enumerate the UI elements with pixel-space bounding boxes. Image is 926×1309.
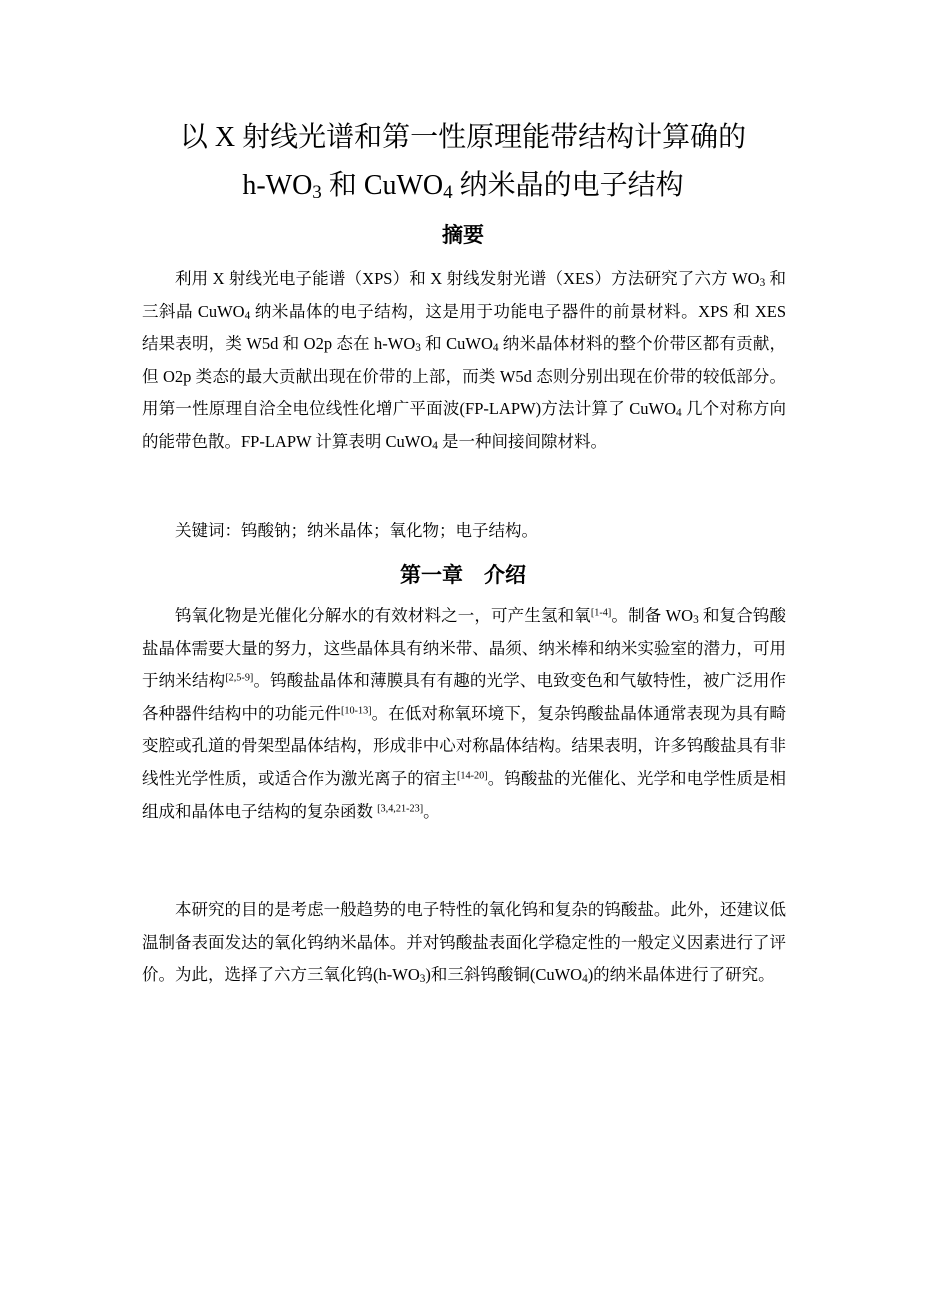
abstract-text: 和 CuWO <box>420 334 493 354</box>
abstract-text: 和三斜晶 CuWO <box>142 269 786 321</box>
intro-paragraph-1 <box>142 600 786 828</box>
body-text: 本研究的目的是考虑一般趋势的电子特性的氧化钨和复杂的钨酸盐。此外，还建议低温制备表面发达的氧化钨纳米晶体。并对钨酸盐表面化学稳定性的一般定义因素进行了评价。为此，选择了六方三氧化钨(h-WO <box>142 900 786 985</box>
subscript: 3 <box>312 181 322 203</box>
citation: [3,4,21-23] <box>377 802 424 814</box>
abstract-text: 是一种间接间隙材料。 <box>437 431 608 451</box>
body-text: 。钨酸盐的光催化、光学和电学性质是相组成和晶体电子结构的复杂函数 <box>142 768 787 821</box>
citation: [1-4] <box>590 607 612 619</box>
chapter-1-heading: 第一章 介绍 <box>400 563 526 587</box>
subscript: 4 <box>582 973 588 986</box>
body-text: 。钨酸盐晶体和薄膜具有有趣的光学、电致变色和气敏特性，被广泛用作各种器件结构中的功能元件 <box>142 671 787 723</box>
body-text: 钨氧化物是光催化分解水的有效材料之一，可产生氢和氧 <box>175 606 591 625</box>
paper-title-line-1: 以 X 射线光谱和第一性原理能带结构计算确的 <box>179 122 747 153</box>
body-text: )的纳米晶体进行了研究。 <box>587 965 775 985</box>
body-text: 。制备 WO <box>611 606 694 625</box>
subscript: 4 <box>492 342 499 355</box>
abstract-paragraph <box>142 263 786 459</box>
citation: [10-13] <box>340 705 372 717</box>
subscript: 3 <box>759 277 766 290</box>
subscript: 3 <box>419 973 426 986</box>
title-text: 和 CuWO <box>321 170 444 201</box>
subscript: 3 <box>415 342 421 355</box>
paper-title-line-2 <box>0 166 926 206</box>
subscript: 3 <box>693 614 699 627</box>
body-text: 。在低对称氧环境下，复杂钨酸盐晶体通常表现为具有畸变腔或孔道的骨架型晶体结构，形成非中心对称晶体结构。结果表明，许多钨酸盐具有非线性光学性质，或适合作为激光离子的宿主 <box>142 703 787 788</box>
body-text: 。 <box>423 801 440 821</box>
citation: [14-20] <box>456 770 488 782</box>
body-text: 和复合钨酸盐晶体需要大量的努力，这些晶体具有纳米带、晶须、纳米棒和纳米实验室的潜力，可用于纳米结构 <box>142 606 787 691</box>
subscript: 4 <box>676 407 682 420</box>
subscript: 4 <box>244 309 251 322</box>
body-text: )和三斜钨酸铜(CuWO <box>425 965 583 985</box>
subscript: 4 <box>432 440 438 453</box>
abstract-text: 纳米晶体材料的整个价带区都有贡献，但 O2p 类态的最大贡献出现在价带的上部，而类 W5d 态则分别出现在价带的较低部分。用第一性原理自洽全电位线性化增广平面波(FP-LAPW)方法计算了 CuWO <box>142 334 787 419</box>
title-text: h-WO <box>242 170 313 201</box>
abstract-text: 利用 X 射线光电子能谱（XPS）和 X 射线发射光谱（XES）方法研究了六方 WO <box>175 269 760 288</box>
title-text: 纳米晶的电子结构 <box>452 170 684 201</box>
abstract-text: 纳米晶体的电子结构，这是用于功能电子器件的前景材料。XPS 和 XES 结果表明，类 W5d 和 O2p 态在 h-WO <box>142 301 786 354</box>
citation: [2,5-9] <box>225 672 254 684</box>
abstract-text: 几个对称方向的能带色散。FP-LAPW 计算表明 CuWO <box>142 399 787 451</box>
subscript: 4 <box>443 181 453 203</box>
abstract-heading: 摘要 <box>442 223 484 247</box>
keywords-line: 关键词：钨酸钠；纳米晶体；氧化物；电子结构。 <box>175 521 538 540</box>
intro-paragraph-2 <box>142 894 786 992</box>
